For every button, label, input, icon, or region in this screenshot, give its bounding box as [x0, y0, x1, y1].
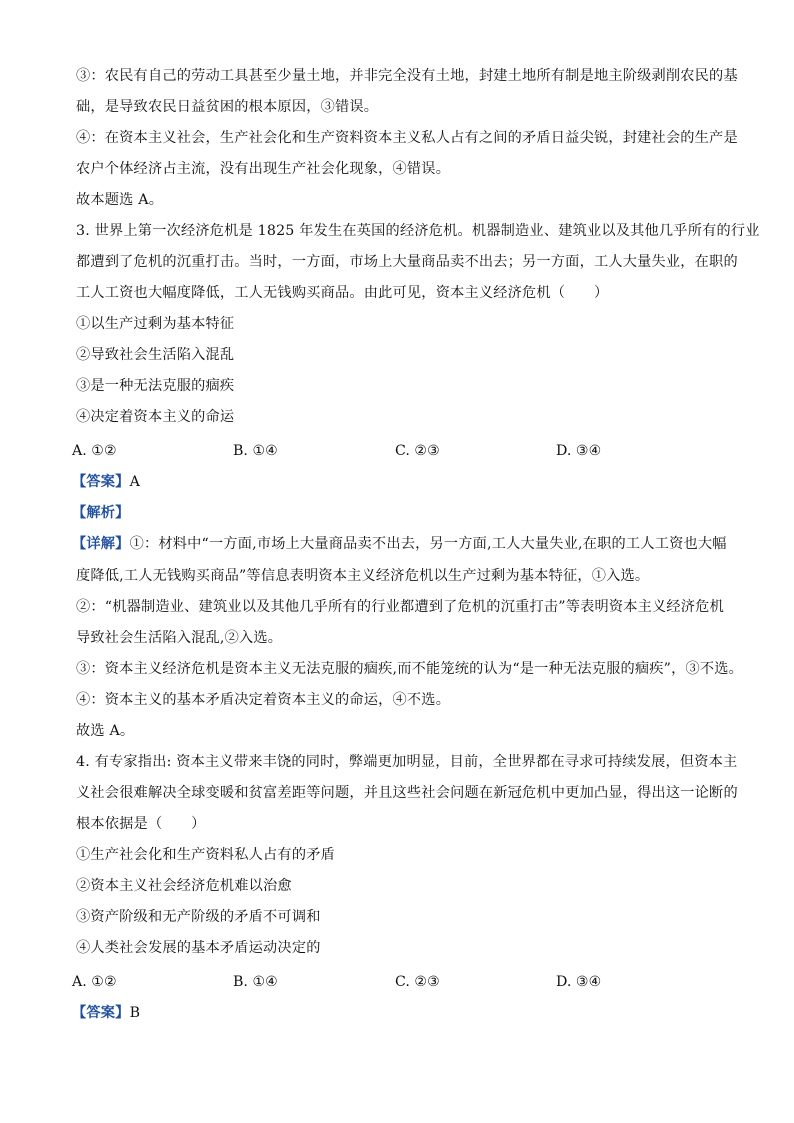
q3-detail-line-5: ③：资本主义经济危机是资本主义无法克服的痼疾,而不能笼统的认为“是一种无法克服的痼疾”，③不选。	[76, 661, 744, 677]
q4-item-4: ④人类社会发展的基本矛盾运动决定的	[76, 940, 321, 956]
q3-answer-row	[72, 472, 140, 492]
q4-item-1: ①生产社会化和生产资料私人占有的矛盾	[76, 847, 335, 863]
answer-tag: 【答案】	[72, 1005, 130, 1021]
q2-line-3-cont: 础，是导致农民日益贫困的根本原因，③错误。	[76, 99, 379, 115]
q2-line-3: ③：农民有自己的劳动工具甚至少量土地，并非完全没有土地，封建土地所有制是地主阶级剥削农民的基	[76, 68, 738, 84]
analysis-tag: 【解析】	[72, 505, 130, 521]
q3-stem-line-3: 工人工资也大幅度降低，工人无钱购买商品。由此可见，资本主义经济危机（ ）	[76, 285, 609, 301]
q3-item-2: ②导致社会生活陷入混乱	[76, 347, 235, 363]
q3-detail-line-2: 度降低,工人无钱购买商品”等信息表明资本主义经济危机以生产过剩为基本特征，①入选。	[76, 568, 650, 584]
answer-tag: 【答案】	[72, 474, 130, 490]
q4-option-b: B. ①④	[233, 974, 278, 990]
q3-option-d: D. ③④	[556, 443, 602, 459]
q3-item-3: ③是一种无法克服的痼疾	[76, 378, 235, 394]
q3-stem-line-2: 都遭到了危机的沉重打击。当时，一方面，市场上大量商品卖不出去；另一方面，工人大量失业，在职的	[76, 254, 738, 270]
q4-stem-line-3: 根本依据是（ ）	[76, 816, 206, 832]
q4-item-2: ②资本主义社会经济危机难以治愈	[76, 878, 292, 894]
q3-item-1: ①以生产过剩为基本特征	[76, 316, 235, 332]
answer-value: A	[129, 474, 141, 490]
q3-conclusion: 故选 A。	[76, 723, 135, 739]
q2-line-4: ④：在资本主义社会，生产社会化和生产资料资本主义私人占有之间的矛盾日益尖锐，封建社会的生产是	[76, 130, 738, 146]
q2-conclusion: 故本题选 A。	[76, 192, 164, 208]
q3-analysis-row	[72, 503, 130, 523]
answer-value: B	[129, 1005, 141, 1021]
q3-stem-line-1: 3. 世界上第一次经济危机是 1825 年发生在英国的经济危机。机器制造业、建筑业以及其他几乎所有的行业	[76, 223, 760, 239]
q3-detail-line-4: 导致社会生活陷入混乱,②入选。	[76, 630, 283, 646]
q3-option-c: C. ②③	[395, 443, 440, 459]
q4-option-c: C. ②③	[395, 974, 440, 990]
q4-answer-row	[72, 1003, 140, 1023]
q3-option-b: B. ①④	[233, 443, 278, 459]
q4-stem-line-2: 义社会很难解决全球变暖和贫富差距等问题，并且这些社会问题在新冠危机中更加凸显，得出这一论断的	[76, 785, 738, 801]
q4-option-a: A. ①②	[72, 974, 117, 990]
q3-detail-line-3: ②：“机器制造业、建筑业以及其他几乎所有的行业都遭到了危机的沉重打击”等表明资本主义经济危机	[76, 599, 724, 615]
q4-item-3: ③资产阶级和无产阶级的矛盾不可调和	[76, 909, 321, 925]
q3-item-4: ④决定着资本主义的命运	[76, 409, 235, 425]
q3-detail-line-6: ④：资本主义的基本矛盾决定着资本主义的命运，④不选。	[76, 692, 451, 708]
q3-detail-line-1	[72, 534, 727, 554]
detail-text: ①：材料中“一方面,市场上大量商品卖不出去，另一方面,工人大量失业,在职的工人工资也大幅	[129, 536, 727, 552]
q4-stem-line-1: 4. 有专家指出: 资本主义带来丰饶的同时，弊端更加明显，目前，全世界都在寻求可持续发展，但资本主	[76, 754, 738, 770]
q3-option-a: A. ①②	[72, 443, 117, 459]
detail-tag: 【详解】	[72, 536, 130, 552]
q2-line-4-cont: 农户个体经济占主流，没有出现生产社会化现象，④错误。	[76, 161, 451, 177]
q4-option-d: D. ③④	[556, 974, 602, 990]
